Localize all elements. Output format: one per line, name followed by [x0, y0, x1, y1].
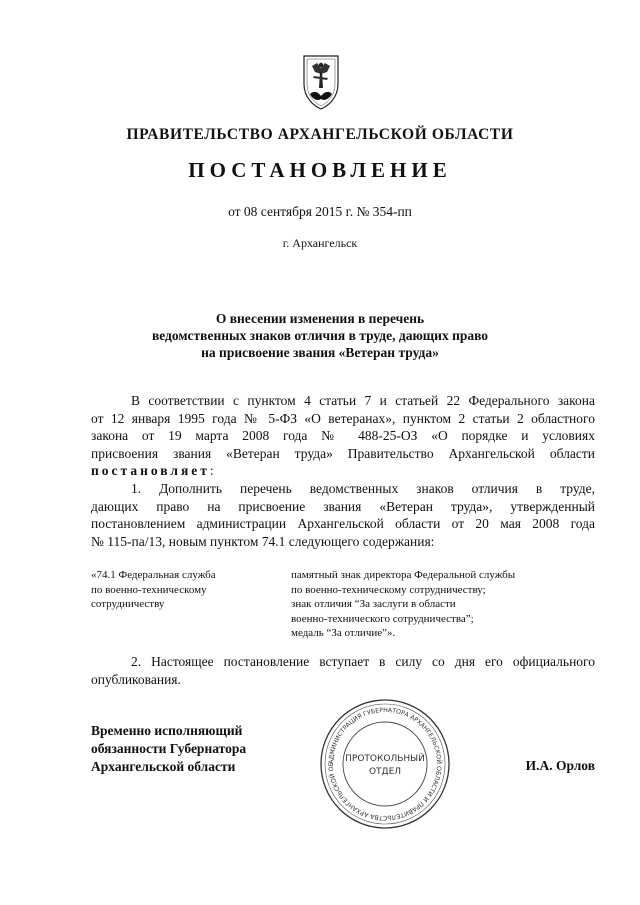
text-line: 2. Настоящее постановление вступает в силу со дня его официального — [131, 654, 595, 669]
table-cell-line: знак отличия “За заслуги в области — [291, 598, 456, 610]
position-line: Архангельской области — [91, 759, 236, 774]
position-line: Временно исполняющий — [91, 723, 243, 738]
government-name: ПРАВИТЕЛЬСТВО АРХАНГЕЛЬСКОЙ ОБЛАСТИ — [126, 126, 514, 143]
table-cell-line: военно-технического сотрудничества”; — [291, 612, 474, 625]
resolves-colon: : — [209, 463, 214, 479]
signatory-name: И.А. Орлов — [525, 758, 595, 773]
seal-ring-text: АДМИНИСТРАЦИЯ ГУБЕРНАТОРА АРХАНГЕЛЬСКОЙ ОБЛАСТИ И ПРАВИТЕЛЬСТВА АРХАНГЕЛЬСКОЙ ОБ — [327, 706, 443, 822]
position-line: обязанности Губернатора — [91, 741, 247, 756]
item2-paragraph — [91, 653, 595, 688]
table-cell-line: сотрудничеству — [91, 598, 165, 610]
coat-of-arms-icon — [300, 54, 342, 110]
table-cell-line: памятный знак директора Федеральной службы — [291, 569, 516, 581]
text-line: В соответствии с пунктом 4 статьи 7 и статьей 22 Федерального закона — [131, 393, 595, 408]
city: г. Архангельск — [282, 236, 358, 250]
text-line: присвоения звания «Ветеран труда» Правительство Архангельской области — [91, 445, 595, 461]
text-line: от 12 января 1995 года № 5-ФЗ «О ветеранах», пунктом 2 статьи 2 областного — [91, 410, 595, 426]
text-line: постановлением администрации Архангельской области от 20 мая 2008 года — [91, 516, 595, 532]
title-line: О внесении изменения в перечень — [215, 311, 425, 326]
text-line: опубликования. — [91, 671, 181, 687]
document-type: ПОСТАНОВЛЕНИЕ — [188, 158, 452, 182]
seal-svg — [318, 697, 452, 831]
table-cell-line: по военно-техническому сотрудничеству; — [291, 583, 486, 596]
preamble-paragraph — [91, 392, 595, 550]
table-cell-line: «74.1 Федеральная служба — [91, 569, 216, 581]
text-line: 1. Дополнить перечень ведомственных знаков отличия в труде, — [131, 480, 595, 496]
seal-center-line1: ПРОТОКОЛЬНЫЙ — [345, 754, 425, 764]
title-line: на присвоение звания «Ветеран труда» — [201, 345, 439, 360]
official-seal-icon — [318, 697, 452, 831]
resolves-word: постановляет — [91, 463, 210, 479]
text-line: закона от 19 марта 2008 года № 488-25-ОЗ «О порядке и условиях — [91, 428, 595, 444]
table-left-column — [91, 568, 271, 612]
title-line: ведомственных знаков отличия в труде, дающих право — [151, 328, 489, 343]
text-line: дающих право на присвоение звания «Ветеран труда», утвержденный — [91, 498, 595, 514]
table-cell-line: по военно-техническому — [91, 583, 207, 596]
table-cell-line: медаль “За отличие”». — [291, 627, 396, 639]
table-right-column — [291, 568, 591, 641]
seal-center-line2: ОТДЕЛ — [368, 767, 402, 777]
date-number-line: от 08 сентября 2015 г. № 354-пп — [228, 204, 412, 219]
document-title — [120, 310, 520, 361]
text-line: № 115-па/13, новым пунктом 74.1 следующего содержания: — [91, 533, 435, 549]
coat-of-arms-svg — [300, 54, 342, 110]
signatory-position — [91, 722, 291, 776]
resolves-line — [91, 462, 595, 480]
